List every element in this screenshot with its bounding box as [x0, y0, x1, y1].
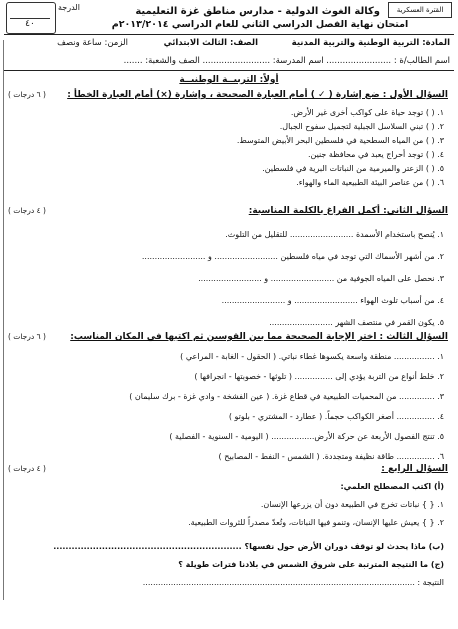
margin-line	[3, 40, 4, 600]
q1-item: ١. ( ) توجد حياة على كواكب أخرى غير الأرض.	[290, 108, 444, 117]
department-box: القترة العسكرية	[388, 2, 452, 18]
q2-marks: ( ٤ درجات )	[8, 206, 46, 215]
q4-sub-a: (أ) اكتب المصطلح العلمي:	[340, 482, 444, 491]
q3-item: ٥. تنتج الفصول الأربعة عن حركة الأرض................. ( اليومية - السنوية - الفصلية )	[169, 432, 444, 441]
q4-sub-b: (ب) ماذا يحدث لو توقف دوران الأرض حول نفسها؟ ..............................................................	[53, 542, 444, 551]
q1-item: ٦. ( ) من عناصر البيئة الطبيعية الماء والهواء.	[296, 178, 444, 187]
q1-item: ٣. ( ) من المياه السطحية في فلسطين البحر الأبيض المتوسط.	[236, 136, 444, 145]
q2-item: ٤. من أسباب تلوث الهواء ......................... و .........................	[221, 296, 444, 305]
q3-item: ٤. ............... أصغر الكواكب حجماً. ( عطارد - المشتري - بلوتو )	[228, 412, 444, 421]
q1-item: ٥. ( ) الزعتر والميرمية من النباتات البرية في فلسطين.	[262, 164, 444, 173]
q4-marks: ( ٤ درجات )	[8, 464, 46, 473]
q4-title: السؤال الرابع :	[381, 464, 448, 474]
grade-label: الدرجة	[58, 3, 80, 12]
student-info: اسم الطالب/ة : ........................ اسم المدرسة: ......................... الصف والشعبة: .......	[123, 56, 450, 66]
q3-marks: ( ٦ درجات )	[8, 332, 46, 341]
q1-item: ٤. ( ) توجد أحراج يعبد في محافظة جنين.	[307, 150, 444, 159]
subject: المادة: التربية الوطنية والتربية المدنية	[291, 38, 450, 48]
divider	[4, 34, 454, 35]
q4-sub-c: (ج) ما النتيجة المترتبة على شروق الشمس في بلادنا فترات طويلة ؟	[178, 560, 444, 569]
q2-item: ٥. يكون القمر في منتصف الشهر .........................	[269, 318, 444, 327]
q3-title: السؤال الثالث : اختر الإجابة الصحيحة مما بين القوسين ثم اكتبها في المكان المناسب:	[70, 332, 448, 342]
q2-item: ١. يُنصح باستخدام الأسمدة ......................... للتقليل من التلوث.	[225, 230, 444, 239]
q4-item: ٢. { } يعيش عليها الإنسان، وتنمو فيها النباتات، وتُعدّ مصدراً للثروات الطبيعية.	[188, 518, 444, 527]
q4-result: النتيجة : ...........................................................................................................	[142, 578, 444, 587]
grade-value: ٤٠	[10, 18, 50, 29]
q1-item: ٢. ( ) تبني السلاسل الجبلية لتجميل سفوح الجبال.	[279, 122, 444, 131]
class: الصف: الثالث الابتدائي	[163, 38, 258, 48]
q3-item: ٦. ............... طاقة نظيفة ومتجددة. ( الشمس - النفط - المصابيح )	[218, 452, 444, 461]
part-title: أولاً: التربيــة الوطنيــة	[179, 75, 279, 85]
q2-item: ٢. من أشهر الأسماك التي توجد في مياه فلسطين ......................... و .........................	[141, 252, 444, 261]
q1-title: السؤال الأول : ضع إشارة ( ✓ ) أمام العبارة الصحيحة ، وإشارة (×) أمام العبارة الخطأ :	[67, 90, 448, 100]
q1-marks: ( ٦ درجات )	[8, 90, 46, 99]
divider	[4, 70, 454, 71]
q3-item: ١. ................ منطقة واسعة يكسوها غطاء نباتي. ( الحقول - الغابة - المراعي )	[180, 352, 444, 361]
q2-title: السؤال الثاني: أكمل الفراغ بالكلمة المناسبة:	[248, 206, 448, 216]
q4-item: ١. { } نباتات تخرج في الطبيعة دون أن يزرعها الإنسان.	[260, 500, 444, 509]
time: الزمن: ساعة ونصف	[57, 38, 128, 48]
q3-item: ٢. خلط أنواع من التربة يؤدي إلى ............... ( تلوثها - خصوبتها - انجرافها )	[194, 372, 444, 381]
q2-item: ٣. نحصل على المياه الجوفية من ......................... و .........................	[198, 274, 444, 283]
agency-title: وكالة الغوث الدولية - مدارس مناطق غزة التعليمية	[135, 6, 380, 17]
exam-title: امتحان نهاية الفصل الدراسي الثاني للعام الدراسي ٢٠١٣/٢٠١٤م	[111, 19, 409, 30]
q3-item: ٣. .............. من المحميات الطبيعية في قطاع غزة. ( عين الفشخة - وادي غزة - برك سليمان )	[129, 392, 444, 401]
